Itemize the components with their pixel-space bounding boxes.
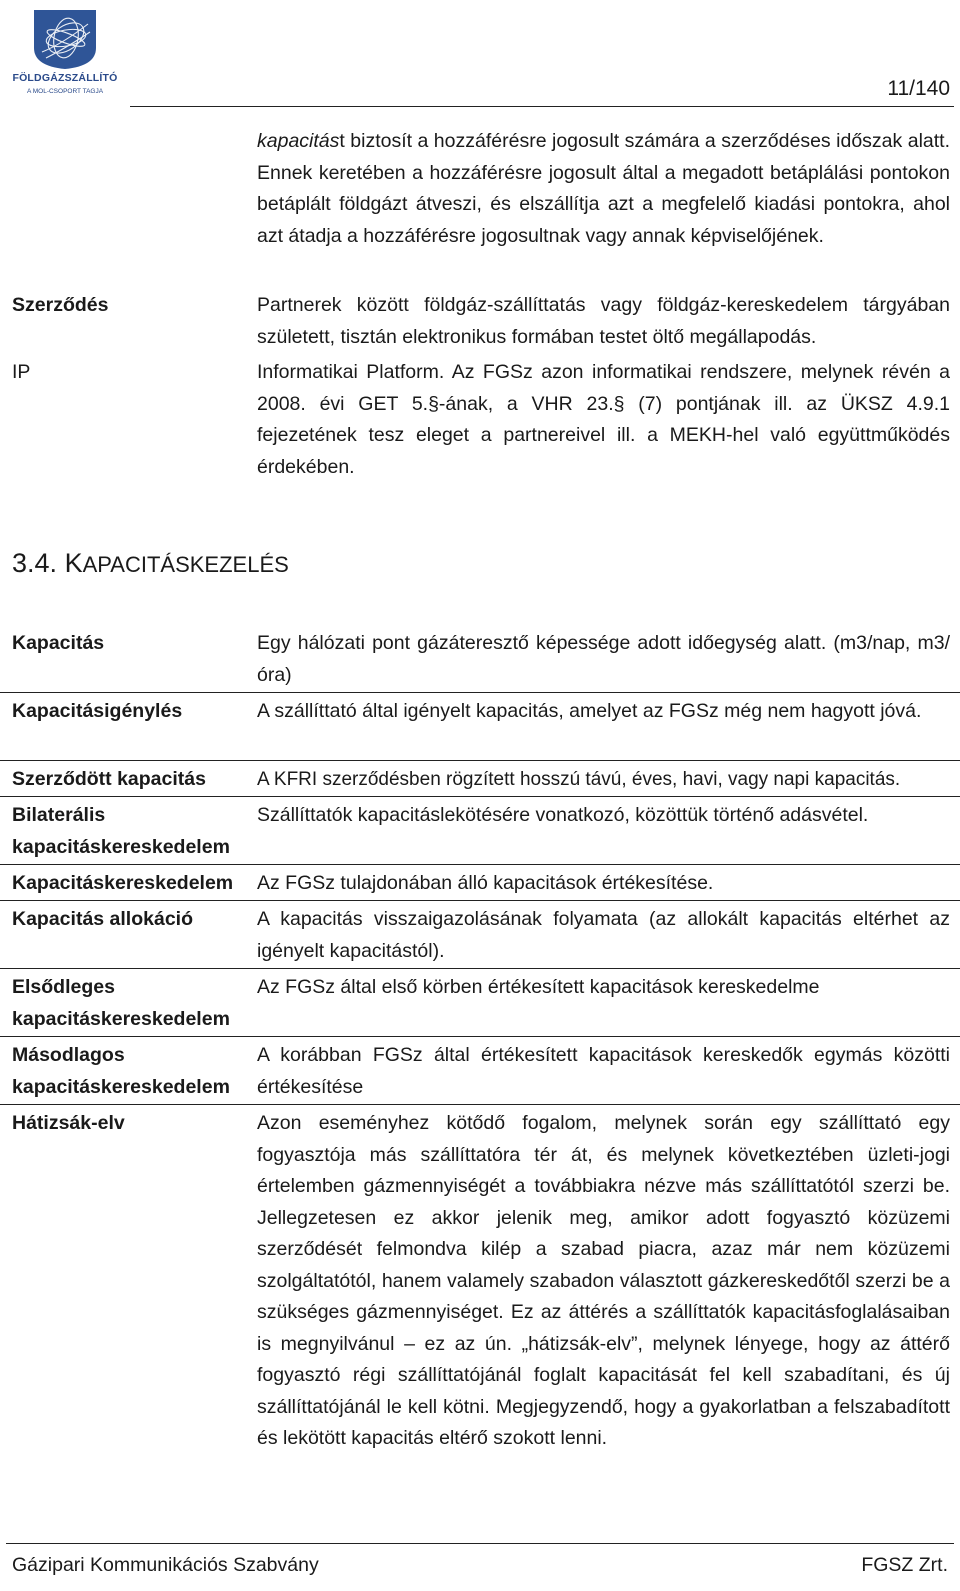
definition-row [0, 628, 960, 693]
section-number: 3.4. [12, 548, 58, 578]
continuation-italic: kapacitás [257, 130, 340, 152]
term-label: Szerződött kapacitás [12, 768, 206, 790]
definition-text: Partnerek között földgáz-szállíttatás vagy földgáz-kereskedelem tárgyában született, tisztán elektronikus formában testet öltő megállapodás. [257, 294, 950, 348]
term-label: Kapacitásigénylés [12, 700, 183, 722]
term-label: Kapacitás [12, 632, 105, 654]
continuation-definition [257, 126, 950, 252]
definition-text: Informatikai Platform. Az FGSz azon informatikai rendszere, melynek révén a 2008. évi GET 5.§-ának, a VHR 23.§ (7) pontjának ill. az ÜKSZ 4.9.1 fejezetének tesz eleget a partnereivel ill. a MEKH-hel való együttműködés érdekében. [257, 361, 950, 478]
definition-text: A szállíttató által igényelt kapacitás, amelyet az FGSz még nem hagyott jóvá. [257, 700, 922, 722]
definition-row [0, 868, 960, 901]
definition-text: A kapacitás visszaigazolásának folyamata (az allokált kapacitás eltérhet az igényelt kapacitástól). [257, 908, 950, 962]
term-label: Kapacitáskereskedelem [12, 872, 234, 894]
definition-row [0, 696, 960, 761]
term-label: Másodlagos kapacitáskereskedelem [12, 1044, 230, 1098]
footer-company: FGSZ Zrt. [861, 1554, 948, 1576]
company-logo [10, 8, 120, 100]
term-label: Szerződés [12, 294, 109, 316]
footer-divider [6, 1543, 954, 1544]
definition-row [0, 800, 960, 865]
logo-tagline: A MOL-CSOPORT TAGJA [26, 88, 104, 95]
definition-text: Az FGSz tulajdonában álló kapacitások értékesítése. [257, 872, 714, 894]
definition-row [0, 1040, 960, 1105]
term-label: Bilaterális kapacitáskereskedelem [12, 804, 230, 858]
header-divider [130, 106, 954, 107]
section-heading [12, 548, 289, 579]
term-label: IP [12, 361, 31, 383]
logo-brand-text: FÖLDGÁZSZÁLLÍTÓ [12, 72, 118, 84]
definition-row [0, 764, 960, 797]
term-label: Kapacitás allokáció [12, 908, 194, 930]
continuation-text: t biztosít a hozzáférésre jogosult számára a szerződéses időszak alatt. Ennek keretében a hozzáférésre jogosult által a megadott betáplálási pontokon betáplált földgázt átveszi, és elszállítja azt a megfelelő kiadási pontokra, ahol azt átadja a hozzáférésre jogosultnak vagy annak képviselőjének. [257, 130, 950, 247]
definition-row [0, 904, 960, 969]
definition-text: Az FGSz által első körben értékesített kapacitások kereskedelme [257, 976, 820, 998]
definition-text: Szállíttatók kapacitáslekötésére vonatkozó, közöttük történő adásvétel. [257, 804, 869, 826]
definition-text: Azon eseményhez kötődő fogalom, melynek során egy szállíttató egy fogyasztója más szállíttatóra tér át, és melynek következtében üzleti-jogi értelemben gázmennyiségét a továbbiakra nézve más szállíttatótól szerzi be. Jellegzetesen ez akkor jelenik meg, amikor adott fogyasztó közüzemi szerződését felmondva kilép a szabad piacra, azaz már nem közüzemi szolgáltatótól, hanem valamely szabadon választott gázkereskedőtől szerzi be a szükséges gázmennyiséget. Ez az áttérés a szállíttatók kapacitásfoglalásaiban is megnyilvánul – ez az ún. „hátizsák-elv”, melynek lényege, hogy az áttérő fogyasztó régi szállíttatójánál foglalt kapacitását fel kell szabadítani, és új szállíttatójánál le kell kötni. Megjegyzendő, hogy a gyakorlatban a felszabadított és lekötött kapacitás eltérő szokott lenni. [257, 1112, 950, 1449]
logo-emblem-icon [32, 8, 98, 70]
definition-text: A korábban FGSz által értékesített kapacitások kereskedők egymás közötti értékesítése [257, 1044, 950, 1098]
footer-document-title: Gázipari Kommunikációs Szabvány [12, 1554, 319, 1576]
section-title-first: K [64, 548, 83, 578]
definition-text: A KFRI szerződésben rögzített hosszú távú, éves, havi, vagy napi kapacitás. [257, 769, 901, 790]
page-number: 11/140 [887, 77, 950, 100]
term-label: Hátizsák-elv [12, 1112, 125, 1134]
definition-row [0, 972, 960, 1037]
term-label: Elsődleges kapacitáskereskedelem [12, 976, 230, 1030]
definition-text: Egy hálózati pont gázáteresztő képessége adott időegység alatt. (m3/nap, m3/óra) [257, 632, 950, 686]
section-title-rest: APACITÁSKEZELÉS [82, 552, 289, 577]
